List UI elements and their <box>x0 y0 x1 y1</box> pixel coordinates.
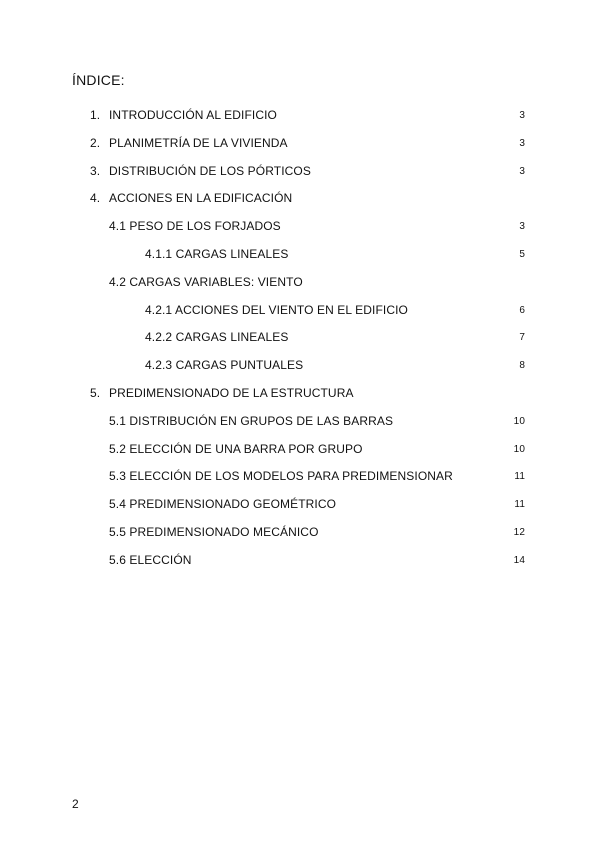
toc-entry[interactable] <box>0 297 600 325</box>
toc-entry-label: 5.1 DISTRIBUCIÓN EN GRUPOS DE LAS BARRAS <box>109 413 394 428</box>
toc-entry-label: 4.1.1 CARGAS LINEALES <box>145 246 289 261</box>
toc-entry[interactable] <box>0 213 600 241</box>
toc-entry-label: ACCIONES EN LA EDIFICACIÓN <box>109 191 293 206</box>
toc-entry-number: 2. <box>90 135 101 150</box>
toc-entry-page: 11 <box>514 471 525 483</box>
toc-entry-label: PLANIMETRÍA DE LA VIVIENDA <box>109 135 288 150</box>
toc-entry[interactable] <box>0 491 600 519</box>
toc-entry-page: 11 <box>514 499 525 511</box>
toc-entry[interactable] <box>0 241 600 269</box>
toc-entry-label: 4.2.3 CARGAS PUNTUALES <box>145 358 304 373</box>
toc-entry-label: INTRODUCCIÓN AL EDIFICIO <box>109 108 277 122</box>
page-number: 2 <box>72 797 79 811</box>
toc-entry[interactable] <box>0 408 600 436</box>
table-of-contents <box>0 102 600 575</box>
toc-entry[interactable] <box>0 130 600 158</box>
toc-entry-label: 4.1 PESO DE LOS FORJADOS <box>109 219 281 234</box>
toc-entry[interactable] <box>0 324 600 352</box>
toc-entry-page: 7 <box>519 332 525 344</box>
toc-entry-number: 1. <box>90 108 101 122</box>
toc-entry-number: 4. <box>90 191 101 206</box>
toc-entry-page: 14 <box>513 554 525 566</box>
toc-entry-label: 5.2 ELECCIÓN DE UNA BARRA POR GRUPO <box>109 441 363 456</box>
toc-entry-label: 5.6 ELECCIÓN <box>109 552 192 567</box>
toc-entry-page: 3 <box>519 221 525 233</box>
toc-entry-number: 3. <box>90 163 101 178</box>
toc-entry-page: 8 <box>519 360 525 372</box>
toc-entry-page: 3 <box>519 165 525 177</box>
toc-entry-page: 3 <box>519 110 525 121</box>
toc-entry-label: 5.4 PREDIMENSIONADO GEOMÉTRICO <box>109 497 337 512</box>
toc-entry[interactable] <box>0 519 600 547</box>
toc-entry[interactable] <box>0 547 600 575</box>
toc-entry-page: 3 <box>519 137 525 149</box>
toc-entry-label: 4.2 CARGAS VARIABLES: VIENTO <box>109 274 303 289</box>
toc-entry[interactable] <box>0 185 600 213</box>
toc-entry[interactable] <box>0 102 600 130</box>
toc-entry[interactable] <box>0 352 600 380</box>
toc-entry-label: 4.2.2 CARGAS LINEALES <box>145 330 289 345</box>
toc-entry-page: 10 <box>513 415 525 427</box>
toc-entry[interactable] <box>0 463 600 491</box>
toc-entry[interactable] <box>0 436 600 464</box>
toc-entry-label: 4.2.1 ACCIONES DEL VIENTO EN EL EDIFICIO <box>145 302 408 317</box>
toc-entry-label: DISTRIBUCIÓN DE LOS PÓRTICOS <box>109 163 311 178</box>
toc-entry-page: 5 <box>519 248 525 260</box>
toc-entry-page: 6 <box>519 304 525 316</box>
toc-entry-label: PREDIMENSIONADO DE LA ESTRUCTURA <box>109 385 354 400</box>
toc-entry-number: 5. <box>90 385 101 400</box>
toc-entry-label: 5.3 ELECCIÓN DE LOS MODELOS PARA PREDIMENSIONAR <box>109 469 453 484</box>
toc-entry[interactable] <box>0 380 600 408</box>
toc-entry-page: 12 <box>513 526 525 538</box>
toc-entry-page: 10 <box>513 443 525 455</box>
toc-entry[interactable] <box>0 158 600 186</box>
index-title: ÍNDICE: <box>72 72 125 88</box>
toc-entry[interactable] <box>0 269 600 297</box>
toc-entry-label: 5.5 PREDIMENSIONADO MECÁNICO <box>109 524 319 539</box>
